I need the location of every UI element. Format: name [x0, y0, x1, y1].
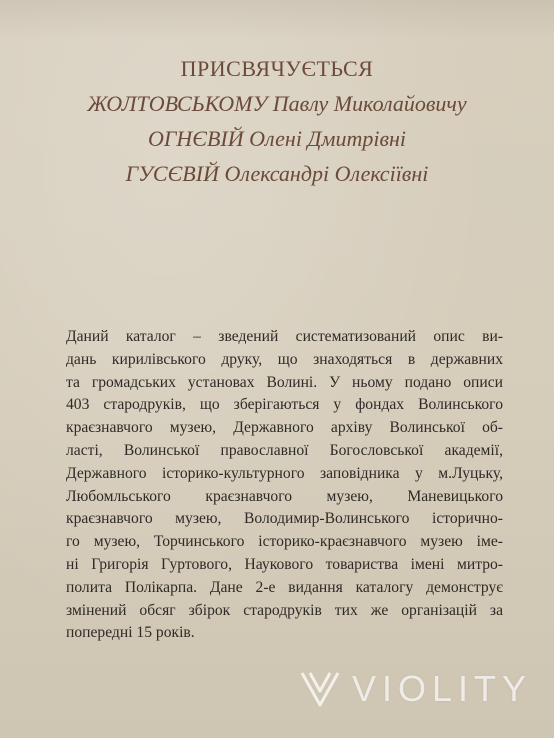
body-line: Державного історико-культурного заповідника у м.Луцьку, — [66, 464, 503, 482]
body-line: та громадських установах Волині. У ньому подано описи — [66, 373, 503, 391]
watermark-text: VIOLITY — [351, 668, 532, 709]
body-line: краєзнавчого музею, Володимир-Волинського історично- — [66, 510, 503, 528]
violity-watermark — [298, 668, 532, 710]
body-line: Даний каталог – зведений систематизований опис ви- — [66, 328, 503, 345]
dedication-surname: ОГНЄВІЙ — [147, 126, 244, 151]
dedication-surname: ГУСЄВІЙ — [125, 161, 219, 186]
dedication-given-names: Павлу Миколайовичу — [272, 91, 467, 116]
body-line: краєзнавчого музею, Державного архіву Волинської об- — [66, 419, 503, 437]
violity-logo-icon — [298, 669, 342, 709]
body-line: полита Полікарпа. Дане 2-е видання каталогу демонструє — [66, 578, 503, 596]
dedication-given-names: Олександрі Олексіївні — [224, 161, 429, 186]
dedication-given-names: Олені Дмитрівні — [249, 126, 407, 151]
catalog-description — [66, 326, 503, 645]
body-line: дань кирилівського друку, що знаходяться в державних — [66, 350, 503, 368]
body-line: попередні 15 років. — [66, 624, 195, 642]
body-line: ні Григорія Гуртового, Наукового товариства імені митро- — [66, 555, 503, 573]
body-line: 403 стародруків, що зберігаються у фондах Волинського — [66, 396, 503, 414]
dedication-surname: ЖОЛТОВСЬКОМУ — [87, 91, 268, 116]
body-line: Любомльського краєзнавчого музею, Маневицького — [66, 487, 503, 505]
page-shadow — [0, 0, 554, 40]
dedication-line — [0, 156, 554, 191]
body-line: ласті, Волинської православної Богословської академії, — [66, 441, 503, 459]
dedication-line — [0, 121, 554, 156]
dedication-title: ПРИСВЯЧУЄТЬСЯ — [180, 56, 374, 81]
dedication-line — [0, 86, 554, 121]
body-line: го музею, Торчинського історико-краєзнавчого музею іме- — [66, 533, 503, 551]
dedication-block — [0, 52, 554, 191]
body-line: змінений обсяг збірок стародруків тих же організацій за — [66, 601, 503, 619]
